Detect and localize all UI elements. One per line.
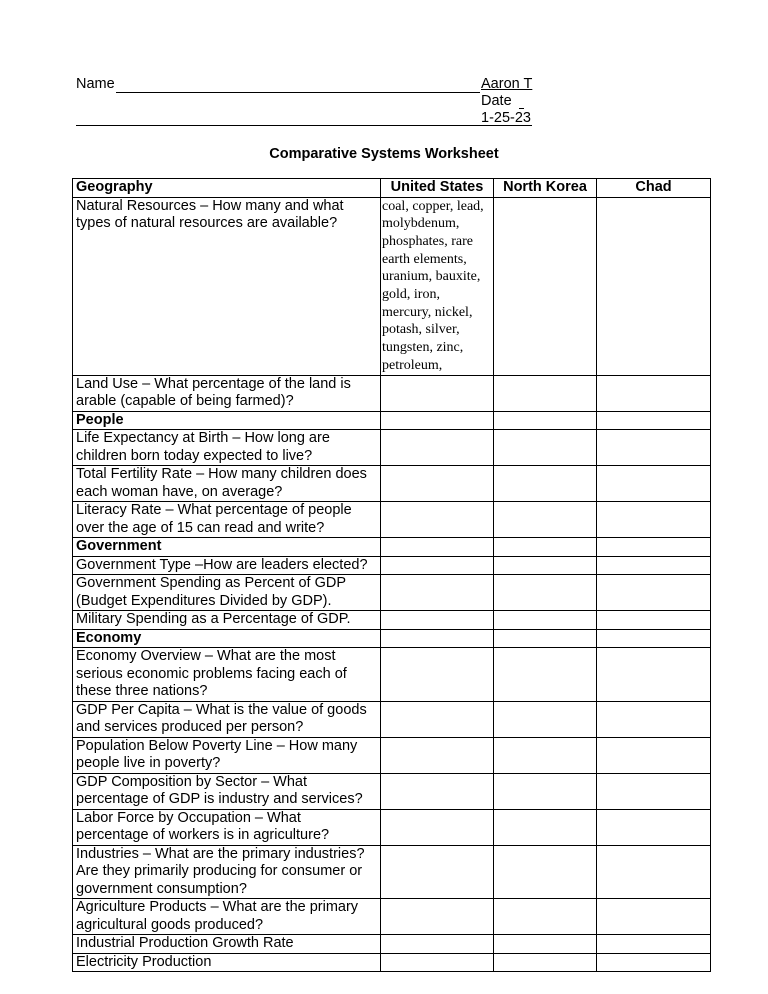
section-blank-cell [381, 411, 494, 430]
name-label: Name [76, 76, 115, 92]
answer-cell-united-states[interactable] [381, 773, 494, 809]
column-header-chad: Chad [597, 179, 711, 198]
question-row-gdp-per-capita [73, 701, 711, 737]
answer-cell-united-states[interactable] [381, 556, 494, 575]
answer-cell-north-korea[interactable] [494, 611, 597, 630]
question-row-industries [73, 845, 711, 899]
answer-cell-north-korea[interactable] [494, 375, 597, 411]
question-cell: Government Spending as Percent of GDP (Budget Expenditures Divided by GDP). [73, 575, 381, 611]
date-line [76, 125, 532, 126]
question-row-literacy-rate [73, 502, 711, 538]
answer-cell-chad[interactable] [597, 466, 711, 502]
section-blank-cell [494, 629, 597, 648]
question-row-total-fertility-rate [73, 466, 711, 502]
section-title: Economy [73, 629, 381, 648]
section-blank-cell [494, 411, 597, 430]
answer-cell-united-states[interactable] [381, 935, 494, 954]
answer-cell-chad[interactable] [597, 375, 711, 411]
answer-cell-chad[interactable] [597, 845, 711, 899]
section-row-people [73, 411, 711, 430]
question-cell: Natural Resources – How many and what types of natural resources are available? [73, 197, 381, 375]
answer-cell-united-states[interactable] [381, 430, 494, 466]
answer-cell-united-states[interactable] [381, 809, 494, 845]
answer-cell-united-states[interactable] [381, 575, 494, 611]
answer-cell-north-korea[interactable] [494, 648, 597, 702]
answer-cell-chad[interactable] [597, 430, 711, 466]
answer-cell-north-korea[interactable] [494, 899, 597, 935]
answer-cell-north-korea[interactable] [494, 953, 597, 972]
question-cell: Military Spending as a Percentage of GDP. [73, 611, 381, 630]
answer-cell-united-states[interactable] [381, 466, 494, 502]
question-row-labor-force-by-occupation [73, 809, 711, 845]
question-cell: Literacy Rate – What percentage of people over the age of 15 can read and write? [73, 502, 381, 538]
question-cell: Labor Force by Occupation – What percentage of workers is in agriculture? [73, 809, 381, 845]
answer-cell-north-korea[interactable] [494, 466, 597, 502]
section-title: Government [73, 538, 381, 557]
question-cell: Industries – What are the primary industries? Are they primarily producing for consumer or government consumption? [73, 845, 381, 899]
answer-cell-united-states[interactable]: coal, copper, lead, molybdenum, phosphates, rare earth elements, uranium, bauxite, gold, iron, mercury, nickel, potash, silver, tungsten, zinc, petroleum, [381, 197, 494, 375]
answer-cell-chad[interactable] [597, 953, 711, 972]
section-blank-cell [381, 538, 494, 557]
question-cell: Population Below Poverty Line – How many people live in poverty? [73, 737, 381, 773]
question-cell: Government Type –How are leaders elected? [73, 556, 381, 575]
answer-cell-chad[interactable] [597, 502, 711, 538]
worksheet-title: Comparative Systems Worksheet [269, 146, 499, 162]
date-underscore [519, 108, 524, 109]
section-row-government [73, 538, 711, 557]
question-row-industrial-production-growth-rate [73, 935, 711, 954]
question-row-land-use [73, 375, 711, 411]
worksheet-table [72, 178, 711, 972]
section-title: People [73, 411, 381, 430]
answer-cell-chad[interactable] [597, 773, 711, 809]
column-header-united-states: United States [381, 179, 494, 198]
question-row-economy-overview [73, 648, 711, 702]
answer-cell-united-states[interactable] [381, 953, 494, 972]
answer-cell-united-states[interactable] [381, 648, 494, 702]
answer-cell-chad[interactable] [597, 737, 711, 773]
answer-cell-chad[interactable] [597, 809, 711, 845]
answer-cell-north-korea[interactable] [494, 502, 597, 538]
column-header-north-korea: North Korea [494, 179, 597, 198]
question-row-government-type [73, 556, 711, 575]
question-row-agriculture-products [73, 899, 711, 935]
answer-cell-north-korea[interactable] [494, 935, 597, 954]
question-cell: Economy Overview – What are the most serious economic problems facing each of these three nations? [73, 648, 381, 702]
question-row-electricity-production [73, 953, 711, 972]
question-row-life-expectancy-at-birth [73, 430, 711, 466]
answer-cell-north-korea[interactable] [494, 556, 597, 575]
name-line [116, 92, 480, 93]
answer-cell-united-states[interactable] [381, 737, 494, 773]
section-blank-cell [597, 629, 711, 648]
answer-cell-chad[interactable] [597, 648, 711, 702]
question-row-population-below-poverty-line [73, 737, 711, 773]
date-value: 1-25-23 [481, 110, 531, 126]
question-cell: Total Fertility Rate – How many children does each woman have, on average? [73, 466, 381, 502]
date-label: Date [481, 93, 512, 109]
answer-cell-chad[interactable] [597, 556, 711, 575]
answer-cell-north-korea[interactable] [494, 845, 597, 899]
section-blank-cell [597, 538, 711, 557]
answer-cell-north-korea[interactable] [494, 575, 597, 611]
section-blank-cell [381, 629, 494, 648]
answer-cell-united-states[interactable] [381, 845, 494, 899]
question-row-gdp-composition-by-sector [73, 773, 711, 809]
answer-cell-united-states[interactable] [381, 899, 494, 935]
answer-cell-united-states[interactable] [381, 701, 494, 737]
answer-cell-chad[interactable] [597, 197, 711, 375]
question-cell: Agriculture Products – What are the primary agricultural goods produced? [73, 899, 381, 935]
answer-cell-chad[interactable] [597, 935, 711, 954]
question-row-government-spending-as-percent-of-gdp-budget-expenditures-divided-by-gdp [73, 575, 711, 611]
section-blank-cell [494, 538, 597, 557]
column-header-geography: Geography [73, 179, 381, 198]
section-blank-cell [597, 411, 711, 430]
answer-cell-chad[interactable] [597, 575, 711, 611]
answer-cell-united-states[interactable] [381, 502, 494, 538]
question-cell: Electricity Production [73, 953, 381, 972]
question-row-military-spending-as-a-percentage-of-gdp [73, 611, 711, 630]
answer-cell-north-korea[interactable] [494, 773, 597, 809]
answer-cell-north-korea[interactable] [494, 701, 597, 737]
table-header-row [73, 179, 711, 198]
question-cell: Industrial Production Growth Rate [73, 935, 381, 954]
answer-cell-chad[interactable] [597, 701, 711, 737]
answer-cell-north-korea[interactable] [494, 430, 597, 466]
answer-cell-chad[interactable] [597, 611, 711, 630]
answer-cell-united-states[interactable] [381, 611, 494, 630]
answer-cell-north-korea[interactable] [494, 809, 597, 845]
student-name: Aaron T [481, 76, 533, 92]
answer-cell-north-korea[interactable] [494, 197, 597, 375]
question-cell: GDP Per Capita – What is the value of goods and services produced per person? [73, 701, 381, 737]
answer-cell-united-states[interactable] [381, 375, 494, 411]
question-cell: Land Use – What percentage of the land is arable (capable of being farmed)? [73, 375, 381, 411]
answer-cell-chad[interactable] [597, 899, 711, 935]
question-row-natural-resources [73, 197, 711, 375]
section-row-economy [73, 629, 711, 648]
question-cell: Life Expectancy at Birth – How long are children born today expected to live? [73, 430, 381, 466]
question-cell: GDP Composition by Sector – What percentage of GDP is industry and services? [73, 773, 381, 809]
answer-cell-north-korea[interactable] [494, 737, 597, 773]
